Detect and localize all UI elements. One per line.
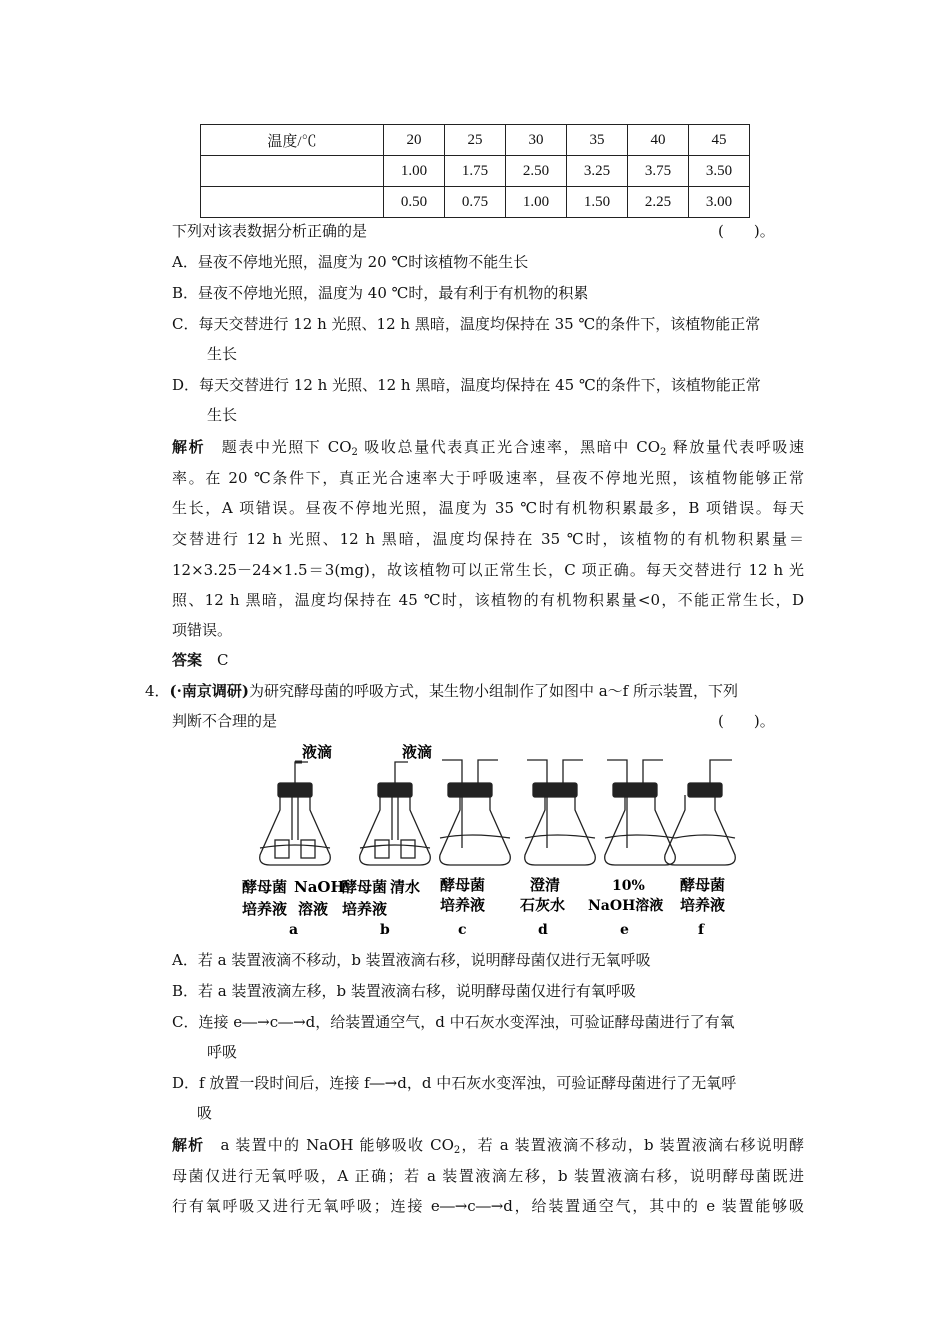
table-cell: 45 bbox=[689, 125, 750, 156]
q4-option-d: D．f 放置一段时间后，连接 f―→d，d 中石灰水变浑浊，可验证酵母菌进行了无氧呼 bbox=[172, 1074, 737, 1092]
label-a2: 培养液 bbox=[242, 900, 288, 918]
q4-option-d-cont: 吸 bbox=[197, 1104, 213, 1122]
table-cell: 20 bbox=[384, 125, 445, 156]
stopper-c bbox=[448, 783, 492, 797]
label-e1: 10% bbox=[612, 878, 645, 894]
question-text: 为研究酵母菌的呼吸方式，某生物小组制作了如图中 a～f 所示装置，下列 bbox=[248, 682, 739, 700]
beaker-b2 bbox=[401, 840, 415, 858]
label-e-letter: e bbox=[620, 922, 629, 938]
table-cell: 1.00 bbox=[384, 156, 445, 187]
table-cell: 3.25 bbox=[567, 156, 628, 187]
table-cell: 2.25 bbox=[628, 187, 689, 218]
analysis-text: a 装置中的 NaOH 能够吸收 CO bbox=[204, 1136, 454, 1154]
table-cell: 3.50 bbox=[689, 156, 750, 187]
table-cell: 1.00 bbox=[506, 187, 567, 218]
stopper-d bbox=[533, 783, 577, 797]
stopper-e bbox=[613, 783, 657, 797]
label-a1: 酵母菌 bbox=[242, 878, 288, 896]
flask-a bbox=[260, 795, 331, 865]
q3-analysis-line: 率。在 20 ℃条件下，真正光合速率大于呼吸速率，昼夜不停地光照，该植物能够正常 bbox=[172, 469, 804, 487]
label-c-letter: c bbox=[458, 922, 467, 938]
q3-option-d-cont: 生长 bbox=[207, 406, 238, 424]
q4-stem bbox=[145, 681, 738, 701]
analysis-text: 释放量代表呼吸速 bbox=[666, 438, 804, 456]
q4-stem-cont: 判断不合理的是 bbox=[172, 712, 278, 730]
q4-option-c-cont: 呼吸 bbox=[207, 1043, 238, 1061]
question-source: (·南京调研) bbox=[169, 682, 249, 700]
q3-option-b: B．昼夜不停地光照，温度为 40 ℃时，最有利于有机物的积累 bbox=[172, 284, 589, 302]
label-a3: NaOH bbox=[294, 878, 345, 896]
label-f1: 酵母菌 bbox=[680, 876, 726, 894]
label-d1: 澄清 bbox=[530, 876, 561, 894]
stopper-f bbox=[688, 783, 722, 797]
q4-analysis-line: 行有氧呼吸又进行无氧呼吸；连接 e―→c―→d，给装置通空气，其中的 e 装置能够吸 bbox=[172, 1197, 804, 1215]
q4-option-a: A．若 a 装置液滴不移动，b 装置液滴右移，说明酵母菌仅进行无氧呼吸 bbox=[172, 951, 651, 969]
label-c2: 培养液 bbox=[440, 896, 486, 914]
subscript: 2 bbox=[351, 447, 358, 458]
table-cell: 30 bbox=[506, 125, 567, 156]
apparatus-diagram bbox=[240, 740, 740, 940]
subscript: 2 bbox=[660, 447, 667, 458]
q3-option-c-cont: 生长 bbox=[207, 345, 238, 363]
table-cell: 25 bbox=[445, 125, 506, 156]
label-e2: NaOH溶液 bbox=[588, 898, 664, 914]
beaker-a1 bbox=[275, 840, 289, 858]
analysis-label: 解析 bbox=[172, 1136, 205, 1154]
droplet-label-a: 液滴 bbox=[302, 743, 333, 761]
apparatus-figure bbox=[240, 740, 740, 940]
stopper-b bbox=[378, 783, 412, 797]
q3-analysis-line: 12×3.25－24×1.5＝3(mg)，故该植物可以正常生长，C 项正确。每天交替进行 12 h 光 bbox=[172, 561, 804, 579]
q4-analysis-line bbox=[172, 1135, 804, 1155]
label-a4: 溶液 bbox=[298, 900, 329, 918]
table-row bbox=[201, 156, 750, 187]
q4-option-b: B．若 a 装置液滴左移，b 装置液滴右移，说明酵母菌仅进行有氧呼吸 bbox=[172, 982, 636, 1000]
analysis-label: 解析 bbox=[172, 438, 206, 456]
table-cell: 1.75 bbox=[445, 156, 506, 187]
q3-analysis-line: 交替进行 12 h 光照、12 h 黑暗，温度均保持在 35 ℃时，该植物的有机物积累量＝ bbox=[172, 530, 804, 548]
label-b2: 培养液 bbox=[342, 900, 388, 918]
q4-option-c: C．连接 e―→c―→d，给装置通空气，d 中石灰水变浑浊，可验证酵母菌进行了有氧 bbox=[172, 1013, 735, 1031]
label-f2: 培养液 bbox=[680, 896, 726, 914]
label-f-letter: f bbox=[698, 922, 705, 938]
q3-stem: 下列对该表数据分析正确的是 bbox=[172, 222, 368, 240]
q3-analysis-line bbox=[172, 437, 804, 457]
table-cell: 2.50 bbox=[506, 156, 567, 187]
flask-c bbox=[440, 795, 511, 865]
flask-d bbox=[525, 795, 596, 865]
q3-answer-blank: ( )。 bbox=[718, 222, 775, 240]
label-b-letter: b bbox=[380, 922, 390, 938]
q3-option-d: D．每天交替进行 12 h 光照、12 h 黑暗，温度均保持在 45 ℃的条件下，该植物能正常 bbox=[172, 376, 761, 394]
table-row bbox=[201, 125, 750, 156]
table-cell: 40 bbox=[628, 125, 689, 156]
q4-answer-blank: ( )。 bbox=[718, 712, 775, 730]
beaker-b1 bbox=[375, 840, 389, 858]
answer-value: C bbox=[202, 651, 229, 669]
table-cell: 35 bbox=[567, 125, 628, 156]
table-cell: 1.50 bbox=[567, 187, 628, 218]
table-cell: 3.00 bbox=[689, 187, 750, 218]
label-b3: 清水 bbox=[390, 878, 421, 896]
analysis-text: 题表中光照下 CO bbox=[205, 438, 352, 456]
question-number: 4． bbox=[145, 682, 170, 700]
table-cell: 3.75 bbox=[628, 156, 689, 187]
label-d2: 石灰水 bbox=[520, 896, 566, 914]
answer-label: 答案 bbox=[172, 651, 203, 669]
q3-analysis-line: 生长，A 项错误。昼夜不停地光照，温度为 35 ℃时有机物积累最多，B 项错误。每天 bbox=[172, 499, 804, 517]
stopper-a bbox=[278, 783, 312, 797]
label-d-letter: d bbox=[538, 922, 548, 938]
flask-b bbox=[360, 795, 431, 865]
q3-option-c: C．每天交替进行 12 h 光照、12 h 黑暗，温度均保持在 35 ℃的条件下，该植物能正常 bbox=[172, 315, 761, 333]
table-row bbox=[201, 187, 750, 218]
q3-option-a: A．昼夜不停地光照，温度为 20 ℃时该植物不能生长 bbox=[172, 253, 529, 271]
droplet-label-b: 液滴 bbox=[402, 743, 433, 761]
label-c1: 酵母菌 bbox=[440, 876, 486, 894]
table-cell: 0.75 bbox=[445, 187, 506, 218]
analysis-text: 吸收总量代表真正光合速率，黑暗中 CO bbox=[357, 438, 661, 456]
q3-answer bbox=[172, 650, 229, 670]
q4-analysis-line: 母菌仅进行无氧呼吸，A 正确；若 a 装置液滴左移，b 装置液滴右移，说明酵母菌既进 bbox=[172, 1167, 804, 1185]
table-row-label bbox=[201, 187, 384, 218]
q3-analysis-line: 照、12 h 黑暗，温度均保持在 45 ℃时，该植物的有机物积累量<0，不能正常生长，D bbox=[172, 591, 804, 609]
analysis-text: ，若 a 装置液滴不移动，b 装置液滴右移说明酵 bbox=[460, 1136, 804, 1154]
subscript: 2 bbox=[453, 1145, 461, 1156]
label-a-letter: a bbox=[289, 922, 299, 938]
beaker-a2 bbox=[301, 840, 315, 858]
table-row-label bbox=[201, 156, 384, 187]
temperature-table bbox=[200, 124, 750, 218]
label-b1: 酵母菌 bbox=[342, 878, 388, 896]
q3-analysis-line: 项错误。 bbox=[172, 621, 233, 639]
table-header-label: 温度/℃ bbox=[201, 125, 384, 156]
table-cell: 0.50 bbox=[384, 187, 445, 218]
